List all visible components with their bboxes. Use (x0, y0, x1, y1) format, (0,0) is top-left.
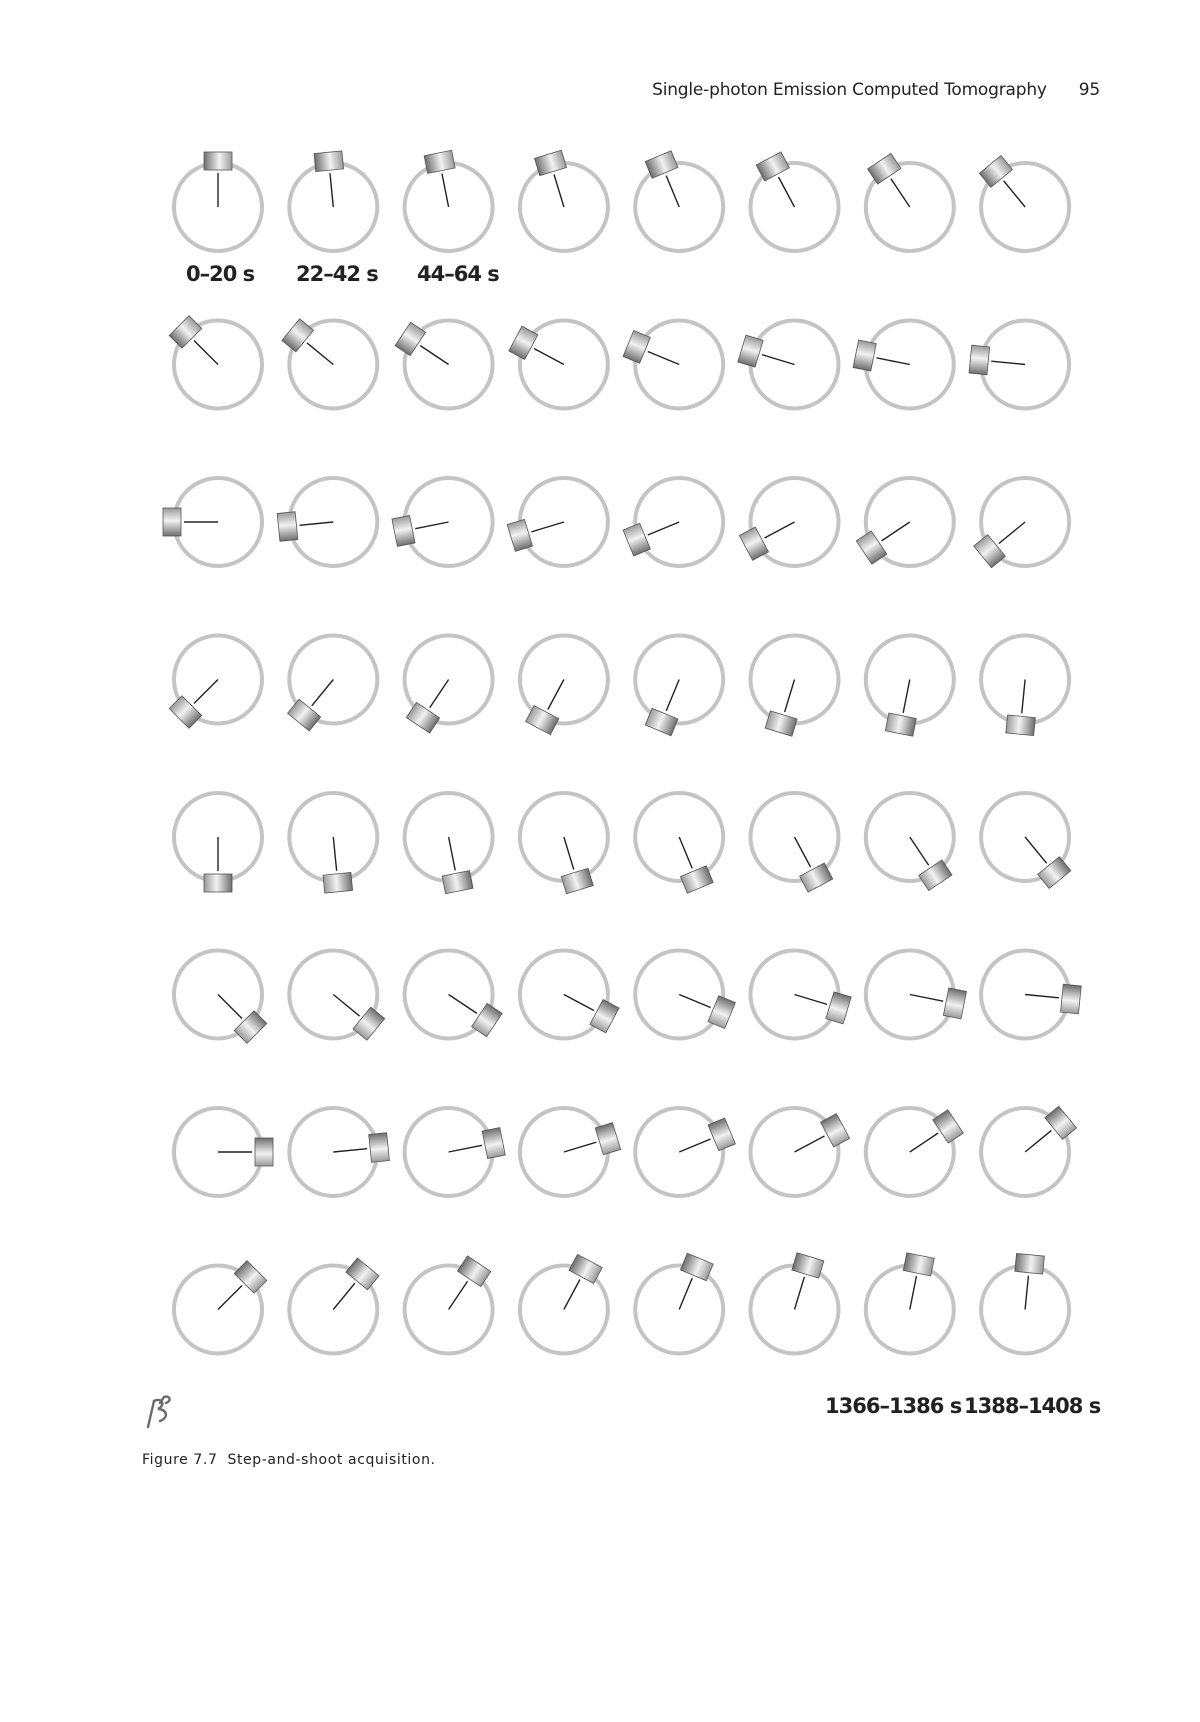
view-direction-line (795, 837, 811, 867)
gantry-position (635, 793, 723, 893)
detector-head (314, 151, 344, 172)
view-direction-line (991, 361, 1025, 364)
gantry-position (289, 1258, 379, 1353)
view-direction-line (910, 1133, 938, 1152)
gantry-position (405, 636, 493, 734)
gantry-positions (163, 150, 1081, 1353)
detector-head (969, 345, 990, 375)
detector-head (1006, 715, 1036, 736)
detector-head (535, 150, 567, 175)
view-direction-line (218, 995, 242, 1019)
view-direction-line (449, 1145, 482, 1152)
gantry-position (405, 1256, 493, 1354)
detector-head (943, 988, 966, 1019)
view-direction-line (999, 522, 1025, 544)
view-direction-line (430, 680, 449, 708)
view-direction-line (564, 995, 594, 1011)
view-direction-line (449, 837, 456, 870)
view-direction-line (910, 995, 943, 1002)
detector-head (903, 1253, 934, 1276)
view-direction-line (307, 343, 333, 365)
gantry-position (277, 478, 377, 566)
view-direction-line (194, 340, 218, 364)
view-direction-line (333, 995, 359, 1017)
gantry-position (635, 636, 723, 736)
gantry-position (405, 1108, 506, 1196)
view-direction-line (449, 995, 477, 1014)
detector-head (282, 319, 314, 352)
detector-head (645, 708, 678, 735)
gantry-position (520, 150, 608, 251)
gantry-position (520, 1108, 621, 1196)
detector-head (346, 1258, 379, 1290)
view-direction-line (442, 174, 449, 207)
gantry-position (623, 321, 723, 409)
gantry-position (856, 478, 954, 566)
gantry-position (853, 321, 954, 409)
gantry-position (866, 153, 954, 251)
gantry-position (981, 951, 1081, 1039)
detector-head (885, 713, 916, 736)
view-direction-line (333, 837, 336, 871)
view-direction-line (891, 179, 910, 207)
gantry-position (289, 951, 384, 1041)
view-direction-line (679, 995, 710, 1008)
gantry-position (289, 793, 377, 893)
view-direction-line (534, 348, 564, 364)
time-label-last: 1388–1408 s (964, 1394, 1101, 1418)
view-direction-line (415, 522, 448, 529)
view-direction-line (778, 177, 794, 207)
gantry-position (751, 1253, 839, 1354)
view-direction-line (1025, 837, 1047, 863)
gantry-position (969, 321, 1069, 409)
detector-head (856, 531, 887, 564)
view-direction-line (762, 355, 795, 365)
gantry-position (174, 951, 267, 1044)
view-direction-line (299, 522, 333, 525)
time-label-second: 22–42 s (296, 262, 378, 286)
gantry-position (981, 636, 1069, 736)
view-direction-line (554, 174, 564, 207)
detector-head (204, 874, 232, 892)
detector-head (1015, 1253, 1045, 1274)
view-direction-line (795, 1277, 805, 1310)
view-direction-line (1025, 1130, 1051, 1152)
detector-head (595, 1123, 620, 1155)
figure-caption (142, 1452, 436, 1468)
gantry-position (751, 1108, 850, 1196)
gantry-position (395, 321, 493, 409)
view-direction-line (648, 351, 679, 364)
detector-head (277, 512, 298, 542)
time-label-first: 0–20 s (186, 262, 255, 286)
view-direction-line (795, 995, 828, 1005)
gantry-position (635, 151, 723, 251)
gantry-position (738, 321, 839, 409)
view-direction-line (666, 176, 679, 207)
view-direction-line (333, 1283, 355, 1309)
caption-label: Figure 7.7 (142, 1452, 218, 1468)
view-direction-line (679, 837, 692, 868)
gantry-position (169, 636, 262, 729)
view-direction-line (420, 346, 448, 365)
view-direction-line (1025, 995, 1059, 998)
gantry-position (866, 793, 954, 891)
running-title: Single-photon Emission Computed Tomography (652, 80, 1047, 100)
view-direction-line (564, 1142, 597, 1152)
gantry-position (635, 1108, 735, 1196)
gantry-position (635, 1253, 723, 1353)
detector-head (353, 1007, 385, 1040)
view-direction-line (648, 522, 679, 535)
view-direction-line (548, 680, 564, 710)
gantry-position (751, 793, 839, 892)
view-direction-line (218, 1285, 242, 1309)
gantry-position (392, 478, 493, 566)
gantry-position (866, 1108, 964, 1196)
gantry-position (981, 1106, 1076, 1196)
view-direction-line (1025, 1276, 1028, 1310)
detector-head (623, 523, 650, 556)
view-direction-line (666, 680, 679, 711)
gantry-position (163, 478, 262, 566)
detector-head (255, 1138, 273, 1166)
view-direction-line (679, 1139, 710, 1152)
detector-head (424, 150, 455, 173)
gantry-position (405, 793, 493, 894)
gantry-position (520, 793, 608, 894)
view-direction-line (1022, 680, 1025, 714)
view-direction-line (1004, 181, 1026, 207)
margin-mark-icon (140, 1393, 176, 1433)
detector-head (680, 866, 713, 893)
gantry-position (174, 793, 262, 892)
view-direction-line (531, 522, 564, 532)
detector-head (919, 860, 952, 891)
gantry-position (509, 321, 608, 409)
view-direction-line (795, 1136, 825, 1152)
detector-head (738, 335, 763, 367)
view-direction-line (903, 680, 910, 713)
view-direction-line (449, 1281, 468, 1309)
detector-head (369, 1133, 390, 1163)
detector-head (163, 508, 181, 536)
time-label-third: 44–64 s (417, 262, 499, 286)
gantry-position (288, 636, 378, 731)
detector-head (1061, 984, 1082, 1014)
view-direction-line (876, 358, 909, 365)
detector-head (472, 1003, 503, 1036)
view-direction-line (785, 680, 795, 713)
detector-head (974, 535, 1006, 568)
detector-head (792, 1253, 824, 1278)
detector-head (765, 711, 797, 736)
gantry-position (174, 1261, 267, 1354)
detector-head (507, 519, 532, 551)
detector-head (645, 151, 678, 178)
detector-head (458, 1256, 491, 1287)
gantry-position (289, 1108, 389, 1196)
view-direction-line (330, 173, 333, 207)
gantry-position (623, 478, 723, 566)
view-direction-line (910, 837, 929, 865)
gantry-position (981, 1253, 1069, 1353)
detector-head (204, 152, 232, 170)
detector-head (853, 340, 876, 371)
time-label-second-last: 1366–1386 s (825, 1394, 962, 1418)
gantry-position (174, 1108, 273, 1196)
detector-head (708, 996, 735, 1029)
gantry-position (979, 156, 1069, 251)
gantry-position (289, 151, 377, 251)
view-direction-line (194, 680, 218, 704)
gantry-position (405, 150, 493, 251)
detector-head (933, 1110, 964, 1143)
detector-head (1038, 857, 1071, 889)
gantry-position (174, 152, 262, 251)
detector-head (406, 702, 439, 733)
view-direction-line (564, 837, 574, 870)
page-number: 95 (1078, 80, 1100, 100)
gantry-position (866, 951, 967, 1039)
view-direction-line (564, 1280, 580, 1310)
gantry-position (866, 1253, 954, 1354)
gantry-position (520, 636, 608, 735)
view-direction-line (882, 522, 910, 541)
view-direction-line (765, 522, 795, 538)
view-direction-line (679, 1278, 692, 1309)
view-direction-line (333, 1149, 367, 1152)
detector-head (708, 1118, 735, 1151)
detector-head (392, 515, 415, 546)
detector-head (680, 1253, 713, 1280)
detector-head (826, 992, 851, 1024)
gantry-position (739, 478, 838, 566)
gantry-position (282, 319, 377, 409)
detector-head (623, 331, 650, 364)
caption-text: Step-and-shoot acquisition. (227, 1452, 436, 1468)
gantry-position (981, 793, 1071, 888)
view-direction-line (910, 1276, 917, 1309)
gantry-position (974, 478, 1069, 568)
detector-head (482, 1128, 505, 1159)
detector-head (395, 322, 426, 355)
gantry-position (520, 1254, 608, 1353)
detector-head (288, 699, 321, 731)
detector-head (323, 872, 353, 893)
gantry-position (169, 316, 262, 409)
detector-head (1045, 1106, 1077, 1139)
detector-head (561, 868, 593, 893)
gantry-position (866, 636, 954, 737)
gantry-position (751, 152, 839, 251)
gantry-position (507, 478, 608, 566)
gantry-position (405, 951, 503, 1039)
gantry-position (751, 951, 852, 1039)
view-direction-line (312, 680, 334, 706)
gantry-position (520, 951, 619, 1039)
detector-head (868, 153, 901, 184)
gantry-position (635, 951, 735, 1039)
detector-head (979, 156, 1012, 188)
gantry-position (751, 636, 839, 737)
detector-head (442, 871, 473, 894)
